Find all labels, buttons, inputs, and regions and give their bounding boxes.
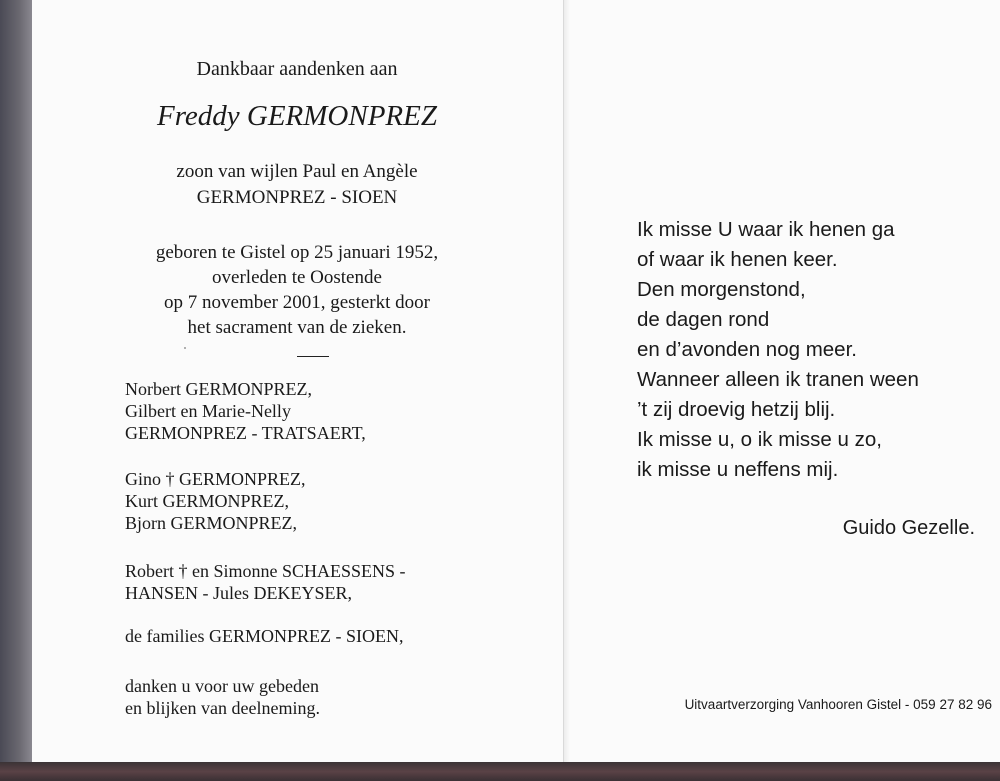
poem-line: of waar ik henen keer. [637,248,838,271]
parents-line: zoon van wijlen Paul en Angèle [176,161,418,182]
card-heading: Dankbaar aandenken aan [196,58,398,80]
scan-background-bottom [0,762,1000,781]
family-line: GERMONPREZ - TRATSAERT, [125,423,366,443]
poem-line: ’t zij droevig hetzij blij. [637,398,836,421]
separator-dash [297,356,329,357]
poem-line: Wanneer alleen ik tranen ween [637,368,919,391]
deceased-name: Freddy GERMONPREZ [156,100,437,132]
poem-line: en d’avonden nog meer. [637,338,857,361]
family-line: Norbert GERMONPREZ, [125,379,312,399]
closing-line: danken u voor uw gebeden [125,676,319,696]
parents-block [72,159,522,211]
family-line: Gilbert en Marie-Nelly [125,401,291,421]
card-fold-shadow [564,0,570,762]
family-line: HANSEN - Jules DEKEYSER, [125,583,352,603]
poem-line: Ik misse U waar ik henen ga [637,218,895,241]
scan-background-left [0,0,32,781]
poem [637,215,997,485]
poem-line: Ik misse u, o ik misse u zo, [637,428,882,451]
life-dates-line: geboren te Gistel op 25 januari 1952, [155,242,439,263]
family-group [125,625,545,647]
poem-author: Guido Gezelle. [842,517,975,539]
family-line: Kurt GERMONPREZ, [125,491,290,511]
life-dates-line: overleden te Oostende [212,267,382,288]
poem-line: ik misse u neffens mij. [637,458,839,481]
family-line: Gino † GERMONPREZ, [125,469,306,489]
memorial-card [32,0,1000,762]
funeral-home-footer: Uitvaartverzorging Vanhooren Gistel - 059 27 82 96 [684,697,992,712]
print-speck [184,347,186,349]
closing-text [125,675,545,719]
poem-line: Den morgenstond, [637,278,806,301]
family-group [125,560,545,604]
poem-line: de dagen rond [637,308,770,331]
family-group [125,378,545,444]
parents-line: GERMONPREZ - SIOEN [196,187,398,208]
family-line: Robert † en Simonne SCHAESSENS - [125,561,406,581]
life-dates-line: het sacrament van de zieken. [187,317,407,338]
life-dates-line: op 7 november 2001, gesterkt door [164,292,430,313]
life-dates-block [72,240,522,340]
family-line: de families GERMONPREZ - SIOEN, [125,626,404,646]
family-group [125,468,545,534]
closing-line: en blijken van deelneming. [125,698,320,718]
family-line: Bjorn GERMONPREZ, [125,513,298,533]
